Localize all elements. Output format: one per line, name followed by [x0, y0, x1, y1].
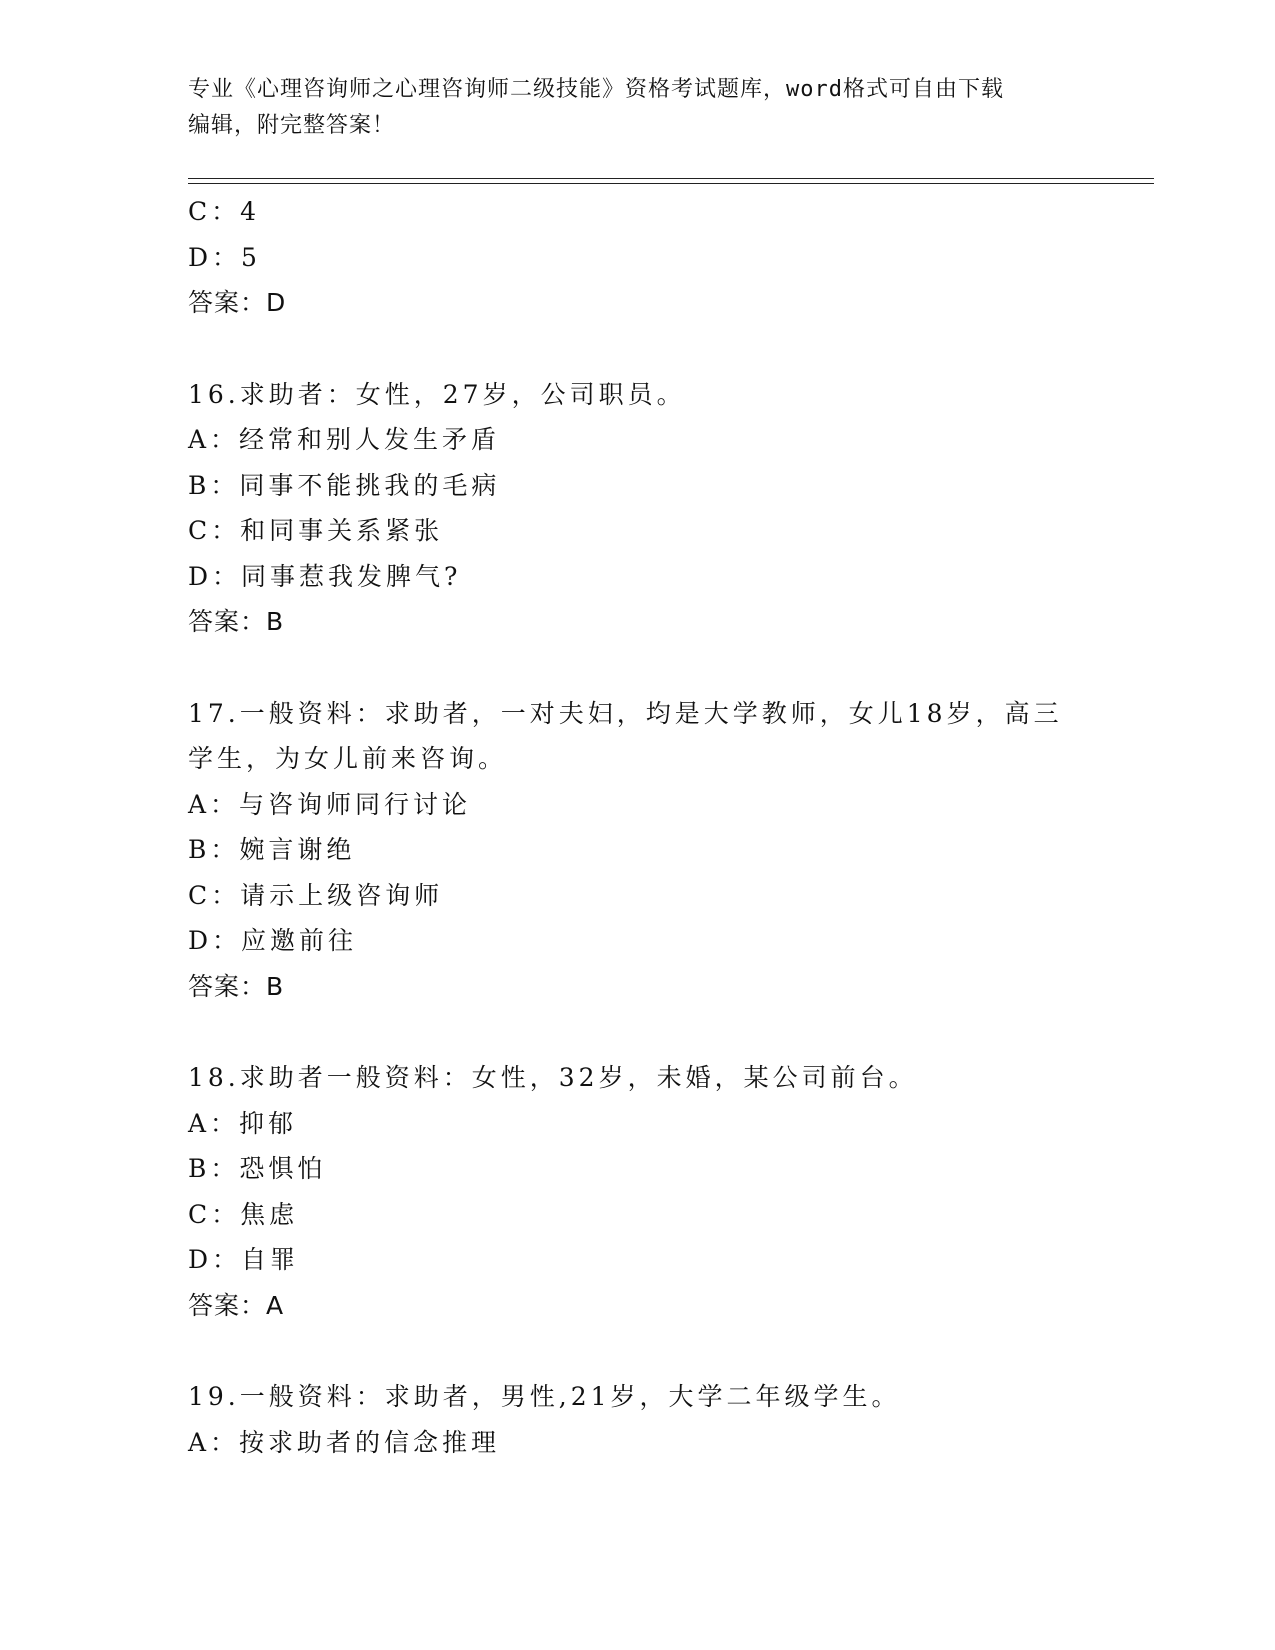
- question-18-stem: 18.求助者一般资料：女性，32岁，未婚，某公司前台。: [188, 1063, 918, 1092]
- question-17-answer: 答案：B: [188, 971, 285, 1001]
- question-list: [188, 189, 1088, 1465]
- spacer: [188, 326, 1088, 372]
- header-line-1: 专业《心理咨询师之心理咨询师二级技能》资格考试题库，word格式可自由下载: [188, 77, 1004, 102]
- question-18-option-d: D：自罪: [188, 1245, 300, 1274]
- document-header: [188, 72, 1088, 144]
- question-16-option-a: A：经常和别人发生矛盾: [188, 425, 501, 454]
- question-17-stem-line-1: 17.一般资料：求助者，一对夫妇，均是大学教师，女儿18岁，高三: [188, 698, 1063, 728]
- question-18-option-b: B：恐惧怕: [188, 1154, 327, 1183]
- question-17-option-b: B：婉言谢绝: [188, 835, 356, 864]
- header-rule-top: [188, 178, 1154, 179]
- question-19-option-a: A：按求助者的信念推理: [188, 1427, 501, 1457]
- question-16-option-c: C：和同事关系紧张: [188, 516, 444, 545]
- spacer: [188, 1328, 1088, 1374]
- question-18-option-a: A：抑郁: [188, 1108, 298, 1138]
- question-16-stem: 16.求助者：女性，27岁，公司职员。: [188, 379, 686, 409]
- question-19-stem: 19.一般资料：求助者，男性,21岁，大学二年级学生。: [188, 1382, 901, 1411]
- header-rule-bottom: [188, 183, 1154, 184]
- question-16-option-b: B：同事不能挑我的毛病: [188, 470, 501, 500]
- question-18-answer: 答案：A: [188, 1290, 285, 1320]
- header-line-2: 编辑，附完整答案！: [188, 113, 396, 138]
- option-c: C：4: [188, 197, 261, 226]
- question-17-option-c: C：请示上级咨询师: [188, 880, 444, 910]
- question-17-option-d: D：应邀前往: [188, 926, 358, 955]
- spacer: [188, 645, 1088, 691]
- spacer: [188, 1009, 1088, 1055]
- question-18-option-c: C：焦虑: [188, 1199, 299, 1229]
- question-16-answer: 答案：B: [188, 607, 285, 636]
- option-d: D：5: [188, 242, 261, 272]
- question-16-option-d: D：同事惹我发脾气?: [188, 561, 462, 591]
- question-17-stem-line-2: 学生，为女儿前来咨询。: [188, 744, 508, 773]
- question-17-option-a: A：与咨询师同行讨论: [188, 789, 472, 819]
- answer-line: 答案：D: [188, 288, 287, 317]
